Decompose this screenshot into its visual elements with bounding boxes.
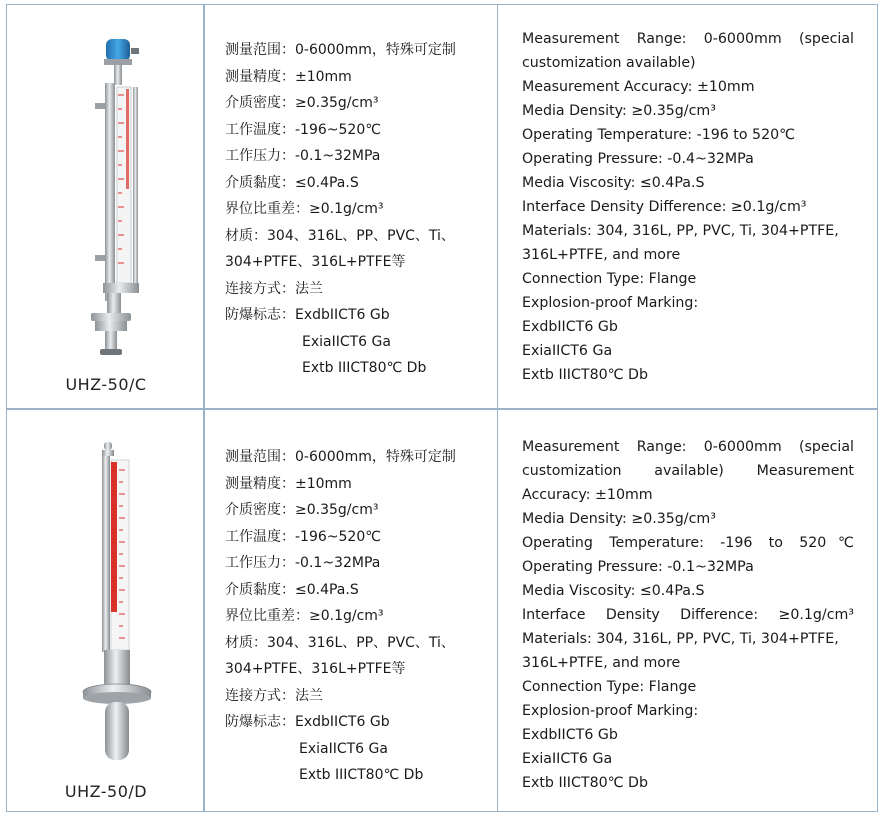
spec-line: 测量精度：±10mm [225, 68, 352, 85]
spec-line: ExiaIICT6 Ga [522, 751, 613, 767]
spec-line: customization available) Measurement [522, 463, 854, 479]
spec-line: ExiaIICT6 Ga [299, 740, 388, 757]
spec-line: Operating Pressure: -0.1~32MPa [522, 559, 754, 575]
english-spec-list [522, 435, 854, 795]
english-spec-cell [498, 5, 877, 408]
spec-line: 界位比重差：≥0.1g/cm³ [225, 608, 384, 624]
spec-line: 304+PTFE、316L+PTFE等 [225, 254, 406, 270]
spec-line: Media Viscosity: ≤0.4Pa.S [522, 583, 705, 599]
spec-line: Interface Density Difference: ≥0.1g/cm³ [522, 607, 854, 623]
spec-line: 工作压力：-0.1~32MPa [225, 555, 381, 571]
model-label: UHZ-50/C [65, 375, 147, 394]
spec-line: Extb IIICT80℃ Db [522, 775, 648, 791]
spec-line: customization available) [522, 55, 696, 71]
spec-line: 316L+PTFE, and more [522, 655, 681, 671]
spec-line: 工作压力：-0.1~32MPa [225, 148, 381, 164]
magnetic-level-gauge-with-flange-and-float-chamber-icon [7, 410, 205, 770]
spec-line: Extb IIICT80℃ Db [522, 367, 648, 383]
spec-line: 介质黏度：≤0.4Pa.S [225, 581, 359, 598]
spec-line: Materials: 304, 316L, PP, PVC, Ti, 304+PTFE, [522, 631, 839, 647]
model-label: UHZ-50/D [64, 782, 148, 801]
spec-line: ExdbIICT6 Gb [522, 319, 618, 335]
spec-line: Media Viscosity: ≤0.4Pa.S [522, 175, 705, 191]
spec-line: Measurement Range: 0-6000mm (special [522, 31, 854, 47]
spec-line: 测量精度：±10mm [225, 475, 352, 492]
spec-line: Explosion-proof Marking: [522, 295, 699, 311]
spec-line: 界位比重差：≥0.1g/cm³ [225, 201, 384, 217]
product-image-cell [7, 410, 205, 811]
spec-line: Extb IIICT80℃ Db [302, 360, 427, 376]
spec-line: 防爆标志：ExdbIICT6 Gb [225, 307, 390, 323]
spec-table [6, 4, 878, 812]
english-spec-cell [498, 410, 877, 811]
spec-line: Measurement Accuracy: ±10mm [522, 79, 755, 95]
spec-line: 连接方式：法兰 [225, 687, 323, 704]
spec-line: Media Density: ≥0.35g/cm³ [522, 511, 716, 527]
spec-line: ExiaIICT6 Ga [302, 333, 391, 350]
spec-line: Accuracy: ±10mm [522, 487, 653, 503]
spec-line: 介质密度：≥0.35g/cm³ [225, 502, 379, 518]
spec-line: 材质：304、316L、PP、PVC、Ti、 [225, 227, 455, 244]
product-image-cell [7, 5, 205, 408]
spec-line: Explosion-proof Marking: [522, 703, 699, 719]
chinese-spec-cell [205, 5, 498, 408]
spec-line: ExdbIICT6 Gb [522, 727, 618, 743]
spec-line: 材质：304、316L、PP、PVC、Ti、 [225, 634, 455, 651]
spec-line: Operating Temperature: -196 to 520℃ [522, 535, 854, 551]
spec-line: Connection Type: Flange [522, 679, 697, 695]
spec-line: Connection Type: Flange [522, 271, 697, 287]
magnetic-level-gauge-with-junction-box-icon [7, 5, 205, 365]
chinese-spec-list [225, 37, 456, 382]
english-spec-list [522, 27, 854, 387]
spec-line: 介质黏度：≤0.4Pa.S [225, 174, 359, 191]
product-row-uhz-50-c [7, 5, 877, 408]
spec-line: Interface Density Difference: ≥0.1g/cm³ [522, 199, 807, 215]
product-row-uhz-50-d [7, 408, 877, 811]
spec-line: Operating Temperature: -196 to 520℃ [522, 127, 796, 143]
spec-line: 304+PTFE、316L+PTFE等 [225, 661, 406, 677]
spec-line: Extb IIICT80℃ Db [299, 767, 424, 783]
spec-line: 测量范围：0-6000mm，特殊可定制 [225, 449, 456, 465]
spec-line: 测量范围：0-6000mm，特殊可定制 [225, 42, 456, 58]
spec-line: Media Density: ≥0.35g/cm³ [522, 103, 716, 119]
spec-line: Operating Pressure: -0.4~32MPa [522, 151, 754, 167]
chinese-spec-list [225, 444, 456, 789]
spec-line: 介质密度：≥0.35g/cm³ [225, 95, 379, 111]
spec-line: 工作温度：-196~520℃ [225, 528, 381, 545]
spec-line: Measurement Range: 0-6000mm (special [522, 439, 854, 455]
spec-line: 316L+PTFE, and more [522, 247, 681, 263]
spec-line: 工作温度：-196~520℃ [225, 121, 381, 138]
spec-line: Materials: 304, 316L, PP, PVC, Ti, 304+PTFE, [522, 223, 839, 239]
spec-line: ExiaIICT6 Ga [522, 343, 613, 359]
spec-line: 防爆标志：ExdbIICT6 Gb [225, 714, 390, 730]
spec-line: 连接方式：法兰 [225, 280, 323, 297]
chinese-spec-cell [205, 410, 498, 811]
